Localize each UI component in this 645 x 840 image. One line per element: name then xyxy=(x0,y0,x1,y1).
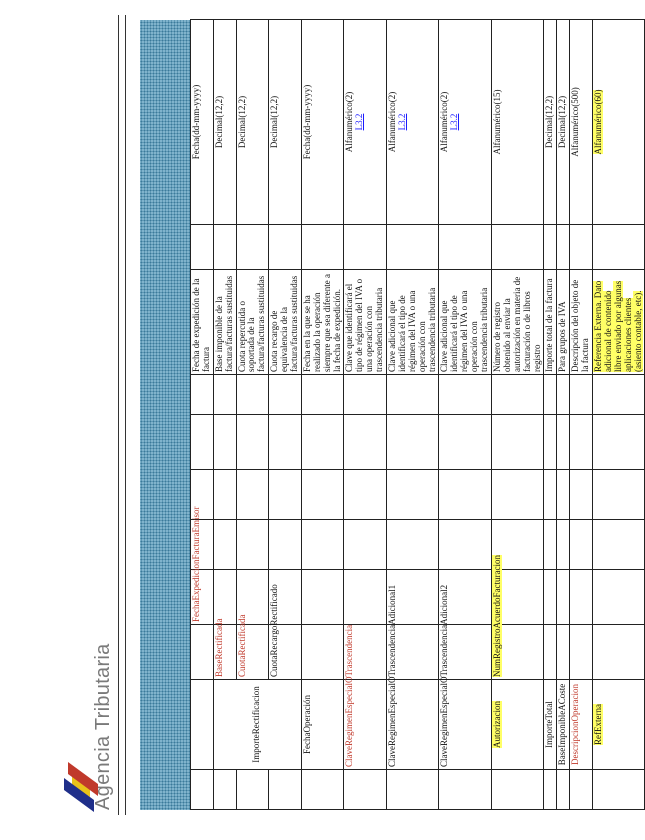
header-rule-lower xyxy=(125,15,126,815)
field-format: Alfanumérico(500) xyxy=(570,20,593,225)
field-sub: BaseRectificada xyxy=(213,625,236,680)
field-desc: Referencia Externa. Dato adicional de contenido libre enviado por algunas aplicaciones clientes (asiento contable, etc). xyxy=(592,280,643,372)
list-link[interactable]: L3.2 xyxy=(449,113,460,131)
field-desc: Importe total de la factura xyxy=(544,270,557,375)
field-format: Decimal(12,2) xyxy=(213,20,236,225)
list-link[interactable]: L3.2 xyxy=(354,113,365,131)
table-row xyxy=(301,20,344,810)
table-row xyxy=(213,20,236,810)
field-desc: Clave que identificará el tipo de régimen del IVA o una operación con trascendencia tributaria xyxy=(344,270,387,375)
field-name: ImporteTotal xyxy=(544,680,557,770)
field-format: Decimal(12,2) xyxy=(544,20,557,225)
field-name: DescripcionOperacion xyxy=(570,680,593,770)
table-row xyxy=(344,20,387,810)
field-subsub: FechaExpedicionFacturaEmisor xyxy=(191,570,214,625)
list-link[interactable]: L3.2 xyxy=(396,113,407,131)
field-name: ImporteRectificacion xyxy=(213,680,301,770)
field-format: Decimal(12,2) xyxy=(269,20,302,225)
field-sub: CuotaRecargoRectificado xyxy=(269,625,302,680)
field-desc: Fecha en la que se ha realizado la operación siempre que sea diferente a la fecha de expedición. xyxy=(301,270,344,375)
table-row xyxy=(570,20,593,810)
field-name: RefExterna xyxy=(592,704,603,745)
field-name: FechaOperación xyxy=(301,680,344,770)
field-desc: Descripción del objeto de la factura xyxy=(570,270,593,375)
table-row xyxy=(592,20,644,810)
field-format: Alfanumérico(2) xyxy=(387,91,398,153)
field-desc: Clave adicional que identificará el tipo de régimen del IVA o una operación con trascendencia tributaria xyxy=(387,270,439,375)
brand-name: Agencia Tributaria xyxy=(92,643,114,810)
field-desc: Número de registro obtenido al enviar la autorización en materia de facturación o de libros registro xyxy=(491,270,543,375)
field-format: Alfanumérico(60) xyxy=(592,89,603,155)
field-format: Fecha(dd-mm-yyyy) xyxy=(191,20,214,225)
header-rule xyxy=(118,15,119,815)
table-row xyxy=(439,20,491,810)
field-format: Fecha(dd-mm-yyyy) xyxy=(301,20,344,225)
field-sub: CuotaRectificada xyxy=(236,625,269,680)
field-name: ClaveRegimenEspecialOTrascendencia xyxy=(344,680,387,770)
table-left-stripe xyxy=(140,20,190,810)
field-format: Alfanumérico(2) xyxy=(439,91,450,153)
field-desc: Para grupos de IVA xyxy=(557,270,570,375)
field-desc: Cuota repercutida o soportada de la factura/facturas sustituidas xyxy=(236,270,269,375)
field-desc: Cuota recargo de equivalencia de la factura/facturas sustituidas xyxy=(269,270,302,375)
field-desc: Fecha de expedición de la factura xyxy=(191,270,214,375)
table-row xyxy=(191,20,214,810)
table-row xyxy=(544,20,557,810)
field-format: Decimal(12,2) xyxy=(236,20,269,225)
field-table xyxy=(190,19,645,810)
field-name: Autorizacion xyxy=(491,701,502,748)
field-desc: Clave adicional que identificará el tipo de régimen del IVA o una operación con trascendencia tributaria xyxy=(439,270,491,375)
field-desc: Base imponible de la factura/facturas sustituidas xyxy=(213,270,236,375)
field-name: BaseImponibleACoste xyxy=(557,680,570,770)
field-name: ClaveRegimenEspecialOTrascendenciaAdicional2 xyxy=(439,680,491,770)
field-format: Alfanumérico(15) xyxy=(491,20,543,225)
table-row xyxy=(557,20,570,810)
field-format: Alfanumérico(2) xyxy=(344,91,355,153)
field-format: Decimal(12,2) xyxy=(557,20,570,225)
field-name: ClaveRegimenEspecialOTrascendenciaAdicional1 xyxy=(387,680,439,770)
field-sub: NumRegistroAcuerdoFacturacion xyxy=(491,555,502,677)
table-row xyxy=(491,20,543,810)
table-row xyxy=(387,20,439,810)
